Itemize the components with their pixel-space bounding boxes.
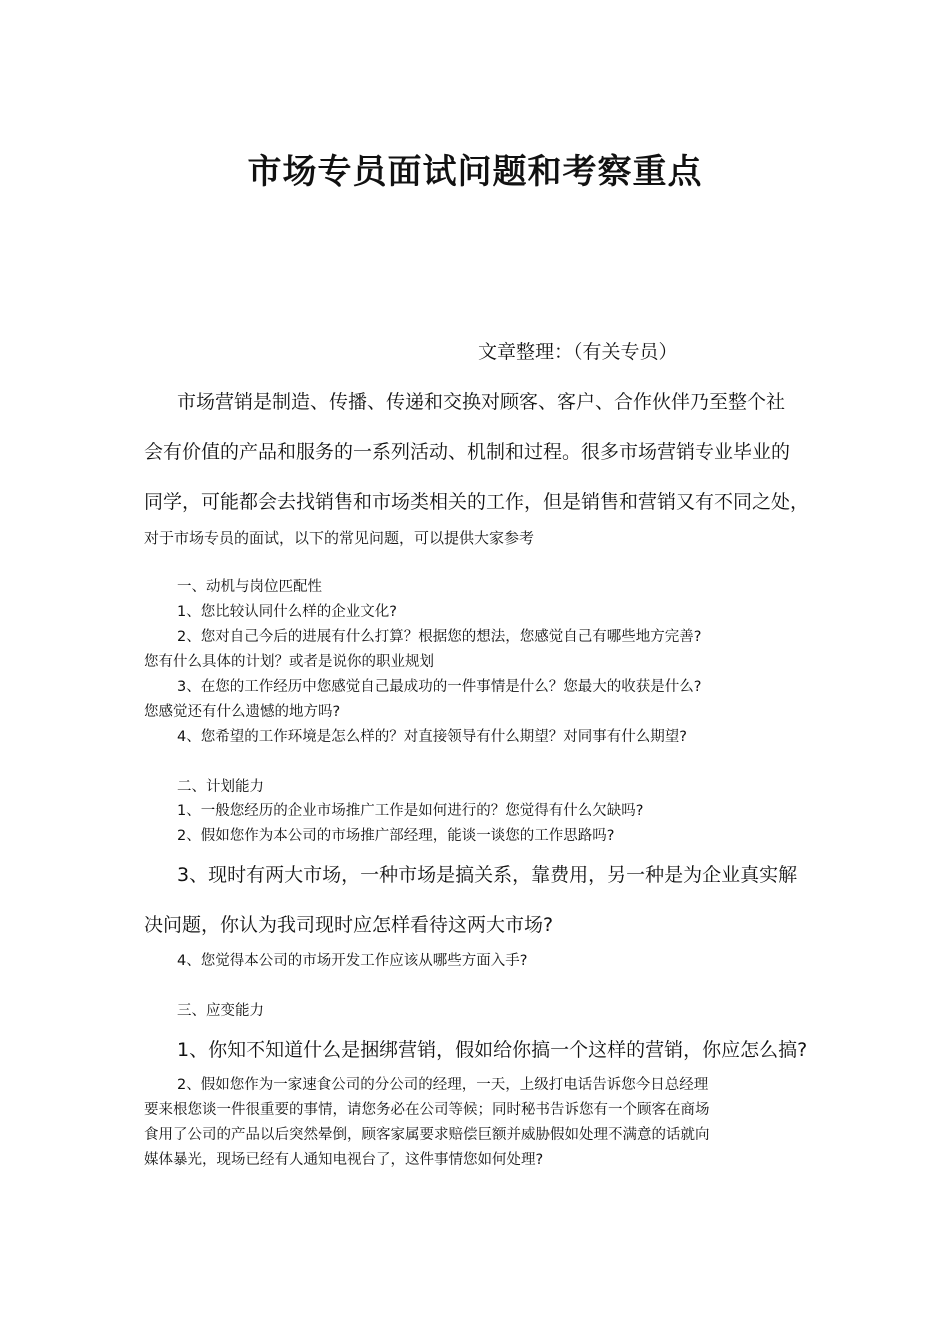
section1-line-1: 1、您比较认同什么样的企业文化?	[177, 604, 397, 620]
section2-line-4: 决问题，你认为我司现时应怎样看待这两大市场?	[144, 914, 554, 936]
intro-line-1: 市场营销是制造、传播、传递和交换对顾客、客户、合作伙伴乃至整个社	[177, 391, 786, 413]
section2-line-3: 3、现时有两大市场，一种市场是搞关系，靠费用，另一种是为企业真实解	[177, 864, 798, 886]
section1-line-2: 2、您对自己今后的进展有什么打算？根据您的想法，您感觉自己有哪些地方完善?	[177, 629, 702, 645]
section2-line-5: 4、您觉得本公司的市场开发工作应该从哪些方面入手?	[177, 953, 528, 969]
intro-line-4: 对于市场专员的面试，以下的常见问题，可以提供大家参考	[144, 529, 535, 547]
intro-line-2: 会有价值的产品和服务的一系列活动、机制和过程。很多市场营销专业毕业的	[144, 441, 791, 463]
section2-line-1: 1、一般您经历的企业市场推广工作是如何进行的？您觉得有什么欠缺吗?	[177, 803, 644, 819]
section3-line-5: 媒体暴光，现场已经有人通知电视台了，这件事情您如何处理?	[144, 1152, 544, 1168]
section3-line-1: 1、你知不知道什么是捆绑营销，假如给你搞一个这样的营销，你应怎么搞?	[177, 1039, 808, 1061]
section1-line-5: 您感觉还有什么遗憾的地方吗?	[144, 704, 341, 720]
section3-line-4: 食用了公司的产品以后突然晕倒，顾客家属要求赔偿巨额并威胁假如处理不满意的话就向	[144, 1127, 710, 1143]
section1-line-6: 4、您希望的工作环境是怎么样的？对直接领导有什么期望？对同事有什么期望?	[177, 729, 687, 745]
section1-heading: 一、动机与岗位匹配性	[177, 579, 322, 595]
section1-line-4: 3、在您的工作经历中您感觉自己最成功的一件事情是什么？您最大的收获是什么?	[177, 679, 702, 695]
section1-line-3: 您有什么具体的计划？或者是说你的职业规划	[144, 654, 434, 670]
document-title: 市场专员面试问题和考察重点	[247, 152, 703, 192]
section3-line-2: 2、假如您作为一家速食公司的分公司的经理，一天，上级打电话告诉您今日总经理	[177, 1077, 709, 1093]
section3-line-3: 要来根您谈一件很重要的事情，请您务必在公司等候；同时秘书告诉您有一个顾客在商场	[144, 1102, 710, 1118]
section3-heading: 三、应变能力	[177, 1003, 264, 1019]
section2-heading: 二、计划能力	[177, 779, 264, 795]
intro-line-3: 同学，可能都会去找销售和市场类相关的工作，但是销售和营销又有不同之处，	[144, 491, 810, 513]
byline: 文章整理：（有关专员）	[478, 341, 678, 363]
section2-line-2: 2、假如您作为本公司的市场推广部经理，能谈一谈您的工作思路吗?	[177, 828, 615, 844]
